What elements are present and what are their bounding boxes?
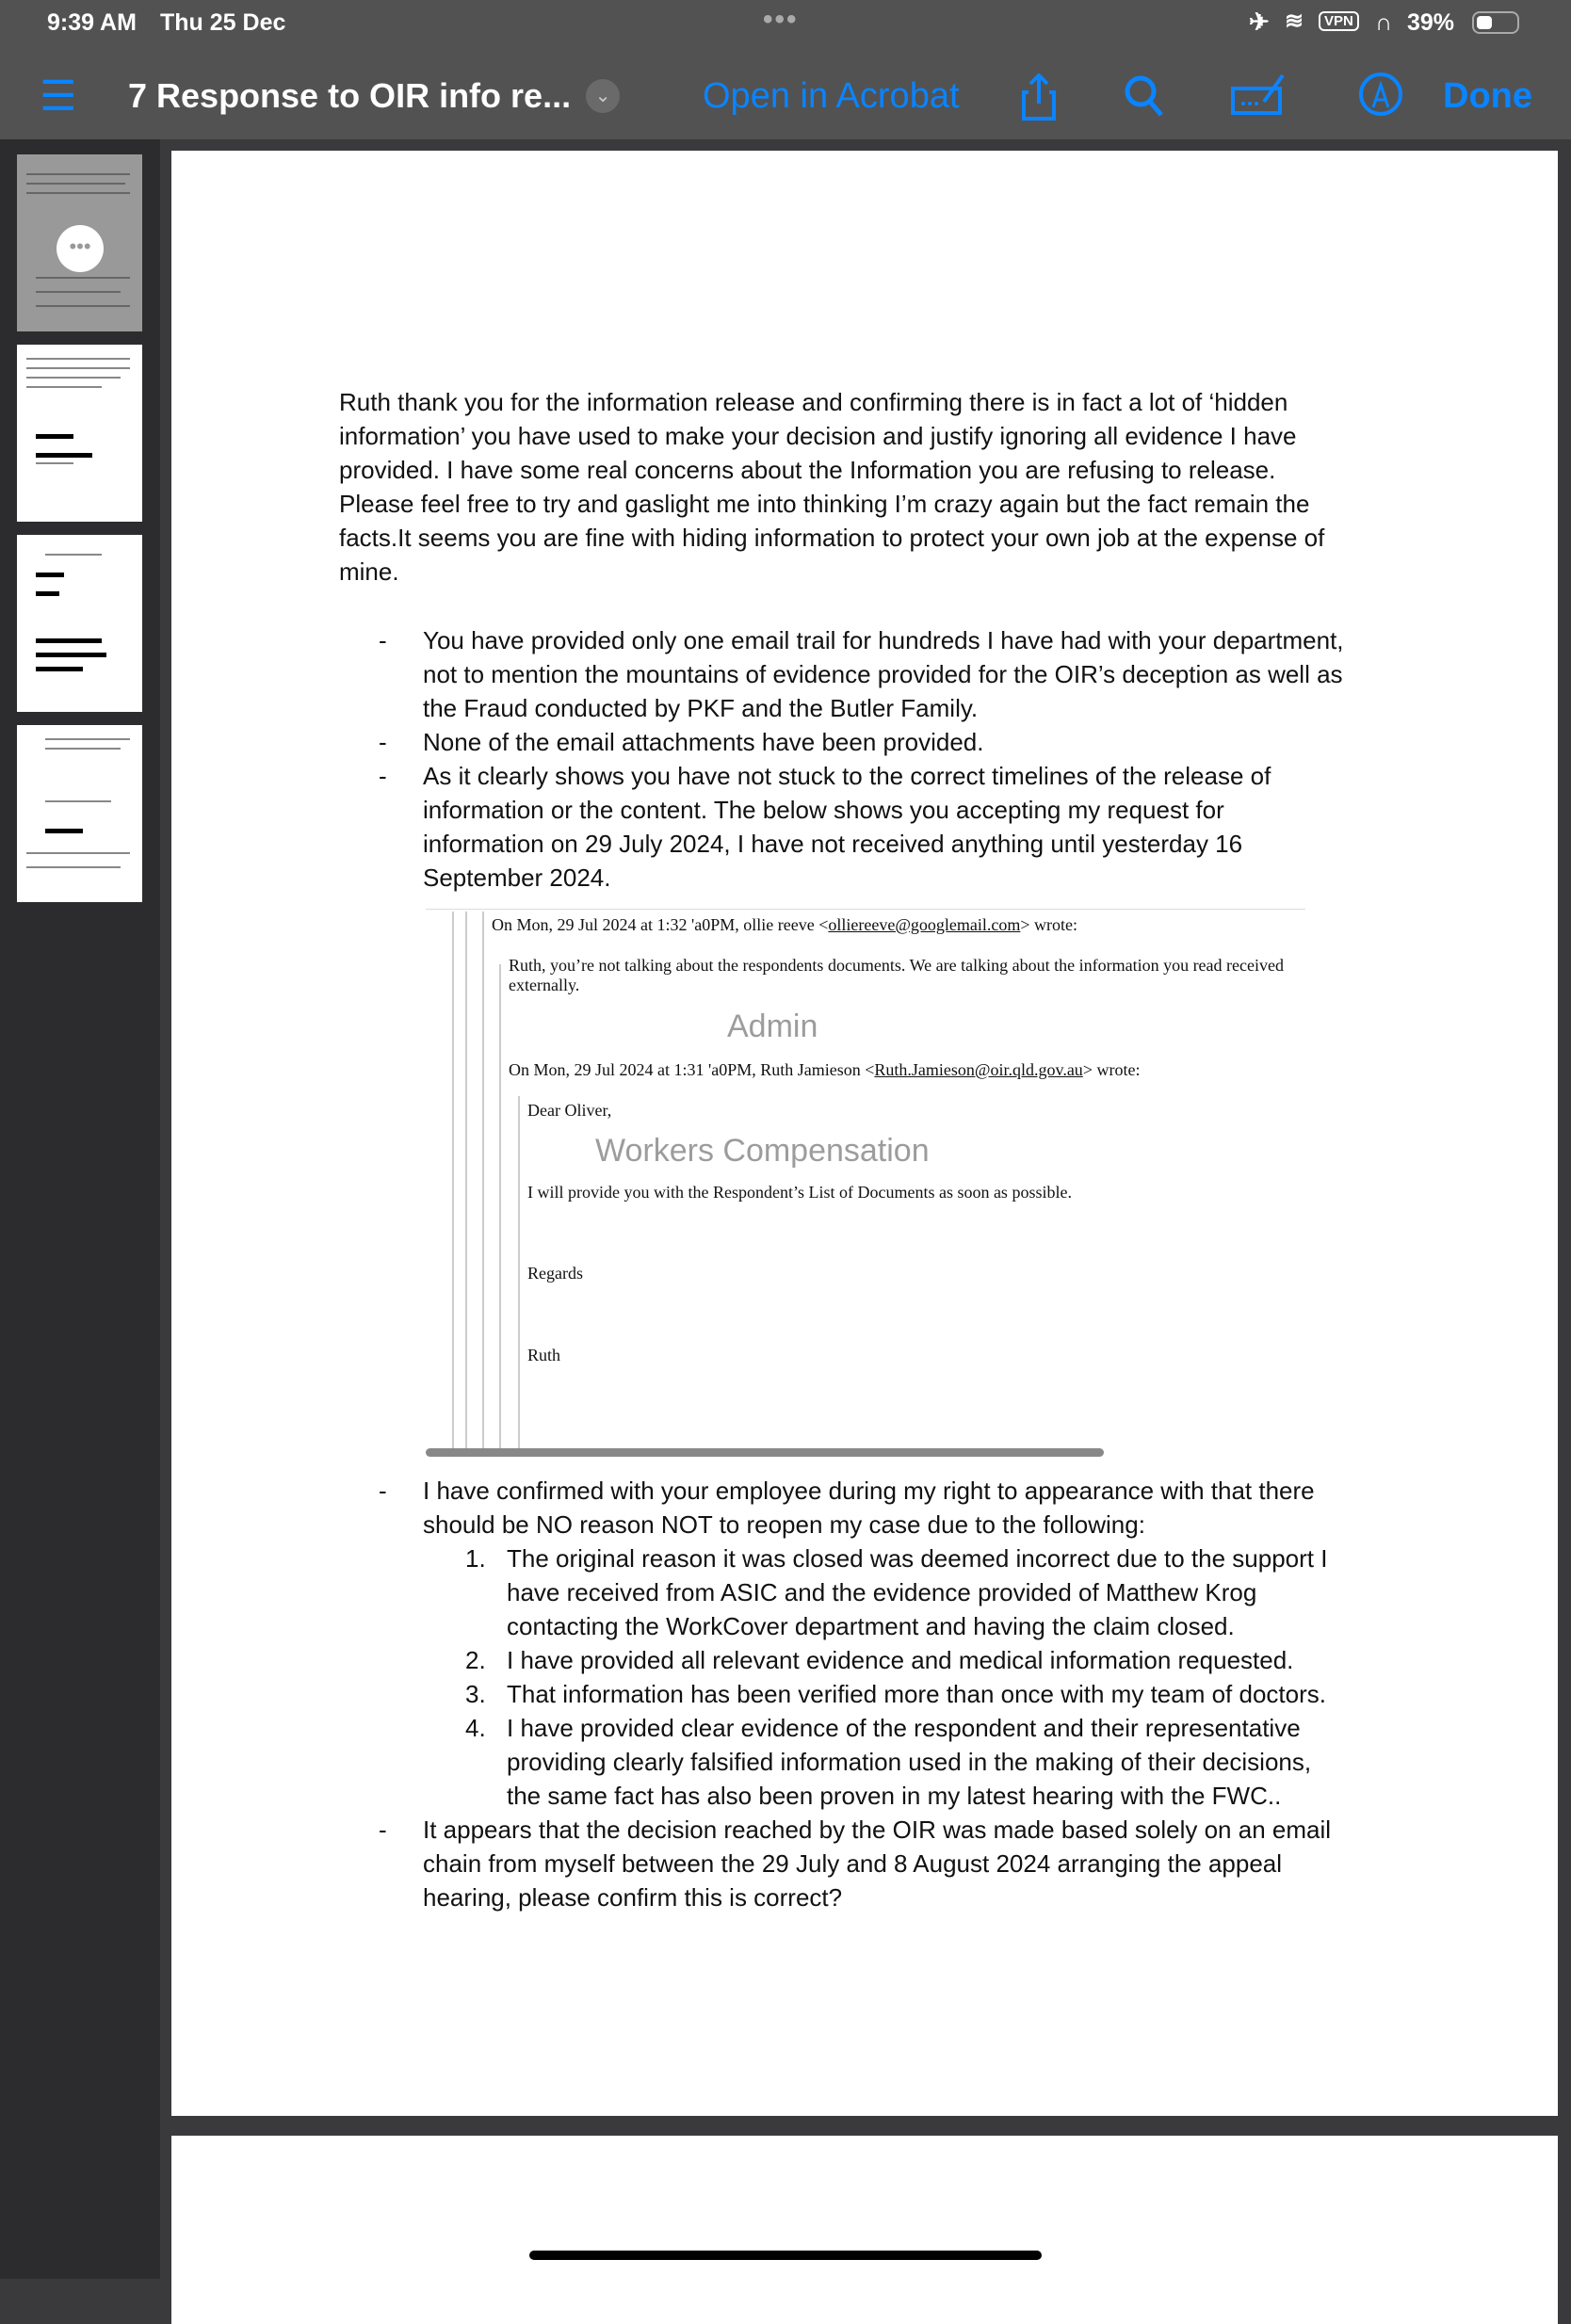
status-bar xyxy=(0,0,1571,66)
thumbnails-list-icon[interactable]: ☰ xyxy=(40,73,77,120)
text-line: September 2024. xyxy=(423,863,611,892)
headphones-icon: ∩ xyxy=(1375,9,1393,36)
markup-pen-icon[interactable] xyxy=(1358,70,1405,123)
text-line: information or the content. The below shows you accepting my request for xyxy=(423,796,1224,824)
text-line: information’ you have used to make your decision and justify ignoring all evidence I have xyxy=(339,422,1297,450)
done-button[interactable]: Done xyxy=(1443,76,1532,116)
page-thumbnail-2[interactable] xyxy=(17,345,142,522)
text-line: None of the email attachments have been provided. xyxy=(423,728,984,756)
email-signature: Ruth xyxy=(527,1346,561,1364)
text-line: the Fraud conducted by PKF and the Butler Family. xyxy=(423,694,979,722)
list-number: 1. xyxy=(465,1544,486,1573)
text-line: should be NO reason NOT to reopen my case due to the following: xyxy=(423,1510,1145,1539)
email-signoff: Regards xyxy=(527,1264,583,1283)
page-thumbnail-1[interactable] xyxy=(17,154,142,331)
text-line: Ruth thank you for the information release and confirming there is in fact a lot of ‘hidden xyxy=(339,388,1288,416)
text-line: I have provided clear evidence of the respondent and their representative xyxy=(507,1714,1301,1742)
document-title: 7 Response to OIR info re... xyxy=(128,76,572,115)
bullet-dash: - xyxy=(379,1477,387,1505)
battery-percent: 39% xyxy=(1407,9,1455,36)
toolbar xyxy=(0,66,1571,139)
email-header-1: On Mon, 29 Jul 2024 at 1:32 'a0PM, ollie reeve <olliereeve@googlemail.com> wrote: xyxy=(492,915,1078,934)
email-body: I will provide you with the Respondent’s List of Documents as soon as possible. xyxy=(527,1183,1072,1202)
battery-icon xyxy=(1472,11,1519,34)
list-number: 3. xyxy=(465,1680,486,1708)
email-header-2: On Mon, 29 Jul 2024 at 1:31 'a0PM, Ruth Jamieson <Ruth.Jamieson@oir.qld.gov.au> wrote: xyxy=(509,1060,1141,1079)
text-line: provided. I have some real concerns about the Information you are refusing to release. xyxy=(339,456,1276,484)
text-line: You have provided only one email trail for hundreds I have had with your department, xyxy=(423,626,1344,654)
multitask-dots-icon[interactable]: ••• xyxy=(763,4,799,35)
list-number: 4. xyxy=(465,1714,486,1742)
page-thumbnail-3[interactable] xyxy=(17,535,142,712)
email-link[interactable]: Ruth.Jamieson@oir.qld.gov.au xyxy=(874,1060,1083,1079)
page-thumbnail-4[interactable] xyxy=(17,725,142,902)
thumbnail-more-icon[interactable]: ••• xyxy=(57,225,104,272)
title-chevron-down-icon[interactable]: ⌄ xyxy=(586,79,620,113)
text-line: have received from ASIC and the evidence provided of Matthew Krog xyxy=(507,1578,1257,1606)
email-reply-line: Ruth, you’re not talking about the respondents documents. We are talking about the information you read received xyxy=(509,956,1284,975)
list-number: 2. xyxy=(465,1646,486,1674)
text-line: facts.It seems you are fine with hiding information to protect your own job at the expense of xyxy=(339,524,1325,552)
title-group xyxy=(128,70,620,122)
bullet-dash: - xyxy=(379,1816,387,1844)
page-thumbnails-sidebar[interactable] xyxy=(0,139,160,2279)
text-line: the same fact has also been proven in my latest hearing with the FWC.. xyxy=(507,1782,1282,1810)
watermark-admin: Admin xyxy=(727,1009,818,1044)
status-time: 9:39 AM xyxy=(47,9,137,36)
text-line: The original reason it was closed was deemed incorrect due to the support I xyxy=(507,1544,1328,1573)
text-line: I have provided all relevant evidence and medical information requested. xyxy=(507,1646,1294,1674)
open-in-acrobat-button[interactable]: Open in Acrobat xyxy=(703,76,960,116)
home-indicator[interactable] xyxy=(529,2251,1042,2260)
text-line: chain from myself between the 29 July and 8 August 2024 arranging the appeal xyxy=(423,1849,1283,1878)
text-line: mine. xyxy=(339,557,399,586)
bullet-dash: - xyxy=(379,762,387,790)
email-screenshot-image xyxy=(426,908,1305,1461)
email-greeting: Dear Oliver, xyxy=(527,1101,612,1120)
text-line: As it clearly shows you have not stuck to the correct timelines of the release of xyxy=(423,762,1271,790)
bullet-dash: - xyxy=(379,728,387,756)
text-line: Please feel free to try and gaslight me into thinking I’m crazy again but the fact remain the xyxy=(339,490,1310,518)
text-line: information on 29 July 2024, I have not received anything until yesterday 16 xyxy=(423,830,1243,858)
watermark-workers-compensation: Workers Compensation xyxy=(595,1133,930,1169)
markup-form-icon[interactable] xyxy=(1230,72,1290,123)
email-reply-line: externally. xyxy=(509,976,580,994)
airplane-icon: ✈ xyxy=(1249,8,1270,36)
wifi-icon: ≋ xyxy=(1285,8,1304,34)
email-scrollbar xyxy=(426,1448,1104,1457)
email-link[interactable]: olliereeve@googlemail.com xyxy=(828,915,1021,934)
bullet-dash: - xyxy=(379,626,387,654)
status-date: Thu 25 Dec xyxy=(160,9,286,36)
text-line: providing clearly falsified information used in the making of their decisions, xyxy=(507,1748,1312,1776)
text-line: hearing, please confirm this is correct? xyxy=(423,1883,843,1912)
vpn-badge: VPN xyxy=(1319,11,1359,31)
text-line: not to mention the mountains of evidence provided for the OIR’s deception as well as xyxy=(423,660,1343,688)
text-line: That information has been verified more than once with my team of doctors. xyxy=(507,1680,1326,1708)
text-line: It appears that the decision reached by the OIR was made based solely on an email xyxy=(423,1816,1332,1844)
share-icon[interactable] xyxy=(1019,73,1059,119)
text-line: I have confirmed with your employee during my right to appearance with that there xyxy=(423,1477,1315,1505)
text-line: contacting the WorkCover department and having the claim closed. xyxy=(507,1612,1235,1640)
pdf-page-next xyxy=(171,2136,1558,2324)
search-icon[interactable] xyxy=(1123,73,1166,125)
